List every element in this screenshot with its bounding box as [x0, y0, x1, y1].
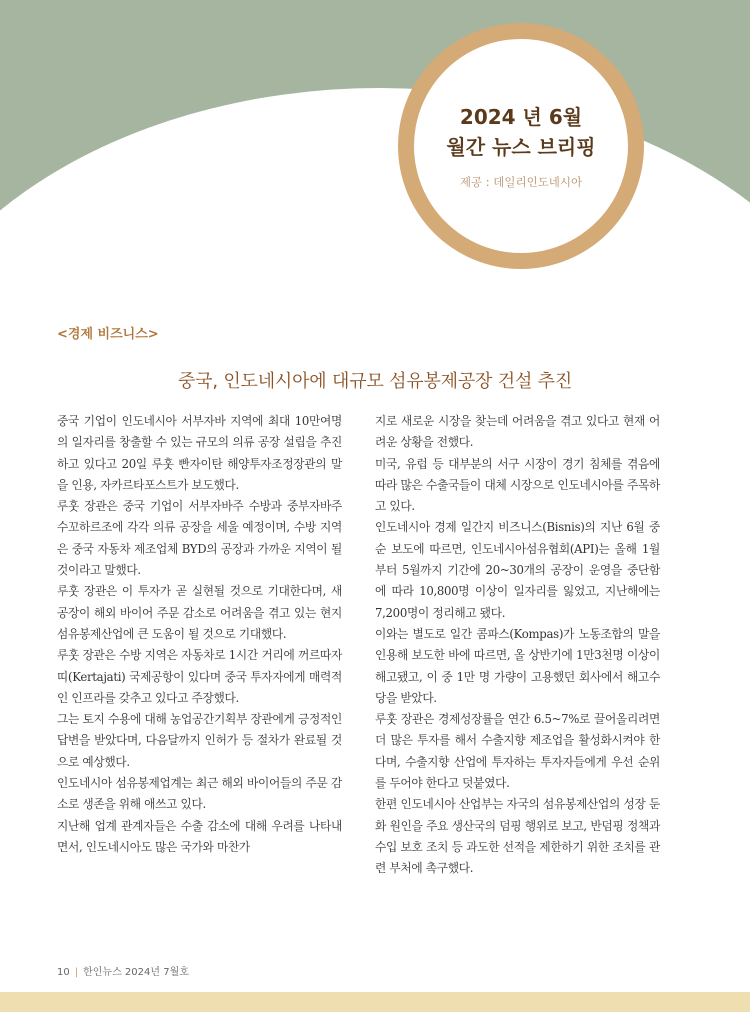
article-headline: 중국, 인도네시아에 대규모 섬유봉제공장 건설 추진: [177, 371, 573, 392]
footer-band: [0, 992, 750, 1012]
paragraph: 루훗 장관은 경제성장률을 연간 6.5~7%로 끌어올리려면 더 많은 투자를 해서 수출지향 제조업을 활성화시켜야 한다며, 수출지향 산업에 투자하는 투자자들에게 우선 순위를 두어야 한다고 덧붙였다.: [375, 712, 660, 791]
page-footer: [57, 963, 189, 978]
paragraph: 지난해 업계 관계자들은 수출 감소에 대해 우려를 나타내면서, 인도네시아도 많은 국가와 마찬가: [57, 818, 342, 854]
paragraph: 루훗 장관은 이 투자가 곧 실현될 것으로 기대한다며, 새 공장이 해외 바이어 주문 감소로 어려움을 겪고 있는 현지 섬유봉제산업에 큰 도움이 될 것으로 기대했다.: [57, 584, 342, 641]
paragraph: 그는 토지 수용에 대해 농업공간기획부 장관에게 긍정적인 답변을 받았다며, 다음달까지 인허가 등 절차가 완료될 것으로 예상했다.: [57, 712, 342, 769]
paragraph: 지로 새로운 시장을 찾는데 어려움을 겪고 있다고 현재 어려운 상황을 전했다.: [375, 414, 660, 450]
paragraph: 한편 인도네시아 산업부는 자국의 섬유봉제산업의 성장 둔화 원인을 주요 생산국의 덤핑 행위로 보고, 반덤핑 정책과 수입 보호 조치 등 과도한 선적을 제한하기 위한 조치를 관련 부처에 촉구했다.: [375, 797, 660, 876]
paragraph: 인도네시아 경제 일간지 비즈니스(Bisnis)의 지난 6월 중순 보도에 따르면, 인도네시아섬유협회(API)는 올해 1월부터 5월까지 기간에 20~30개의 공장이 운영을 중단함에 따라 10,800명 이상이 일자리를 잃었고, 지난해에는 7,200명이 정리해고 됐다.: [375, 520, 660, 620]
paragraph: 루훗 장관은 수방 지역은 자동차로 1시간 거리에 꺼르따자띠(Kertajati) 국제공항이 있다며 중국 투자자에게 매력적인 인프라를 갖추고 있다고 주장했다.: [57, 648, 342, 705]
paragraph: 이와는 별도로 일간 콤파스(Kompas)가 노동조합의 말을 인용해 보도한 바에 따르면, 올 상반기에 1만3천명 이상이 해고됐고, 이 중 1만 명 가량이 고용했던 회사에서 해고수당을 받았다.: [375, 626, 660, 705]
badge-title-line2: 월간 뉴스 브리핑: [446, 135, 596, 159]
section-label: <경제 비즈니스>: [57, 327, 159, 342]
paragraph: 미국, 유럽 등 대부분의 서구 시장이 경기 침체를 겪음에 따라 많은 수출국들이 대체 시장으로 인도네시아를 주목하고 있다.: [375, 456, 660, 514]
paragraph: 중국 기업이 인도네시아 서부자바 지역에 최대 10만여명의 일자리를 창출할 수 있는 규모의 의류 공장 설립을 추진하고 있다고 20일 루훗 빤자이탄 해양투자조정장관의 말을 인용, 자카르타포스트가 보도했다.: [57, 414, 342, 492]
paragraph: 인도네시아 섬유봉제업계는 최근 해외 바이어들의 주문 감소로 생존을 위해 애쓰고 있다.: [57, 776, 342, 812]
title-badge-inner: [414, 39, 628, 253]
article-column-left: [57, 411, 342, 858]
badge-title-line1: 2024 년 6월: [459, 105, 583, 129]
article-column-right: [375, 411, 660, 880]
publication-name: 한인뉴스 2024년 7월호: [83, 967, 189, 978]
footer-separator: |: [74, 967, 79, 978]
badge-source: 제공 : 데일리인도네시아: [459, 175, 583, 189]
title-badge: [398, 23, 644, 269]
paragraph: 루훗 장관은 중국 기업이 서부자바주 수방과 중부자바주 수꼬하르조에 각각 의류 공장을 세울 예정이며, 수방 지역은 중국 자동차 제조업체 BYD의 공장과 가까운 지역이 될 것이라고 말했다.: [57, 499, 342, 578]
page-number: 10: [57, 967, 70, 978]
